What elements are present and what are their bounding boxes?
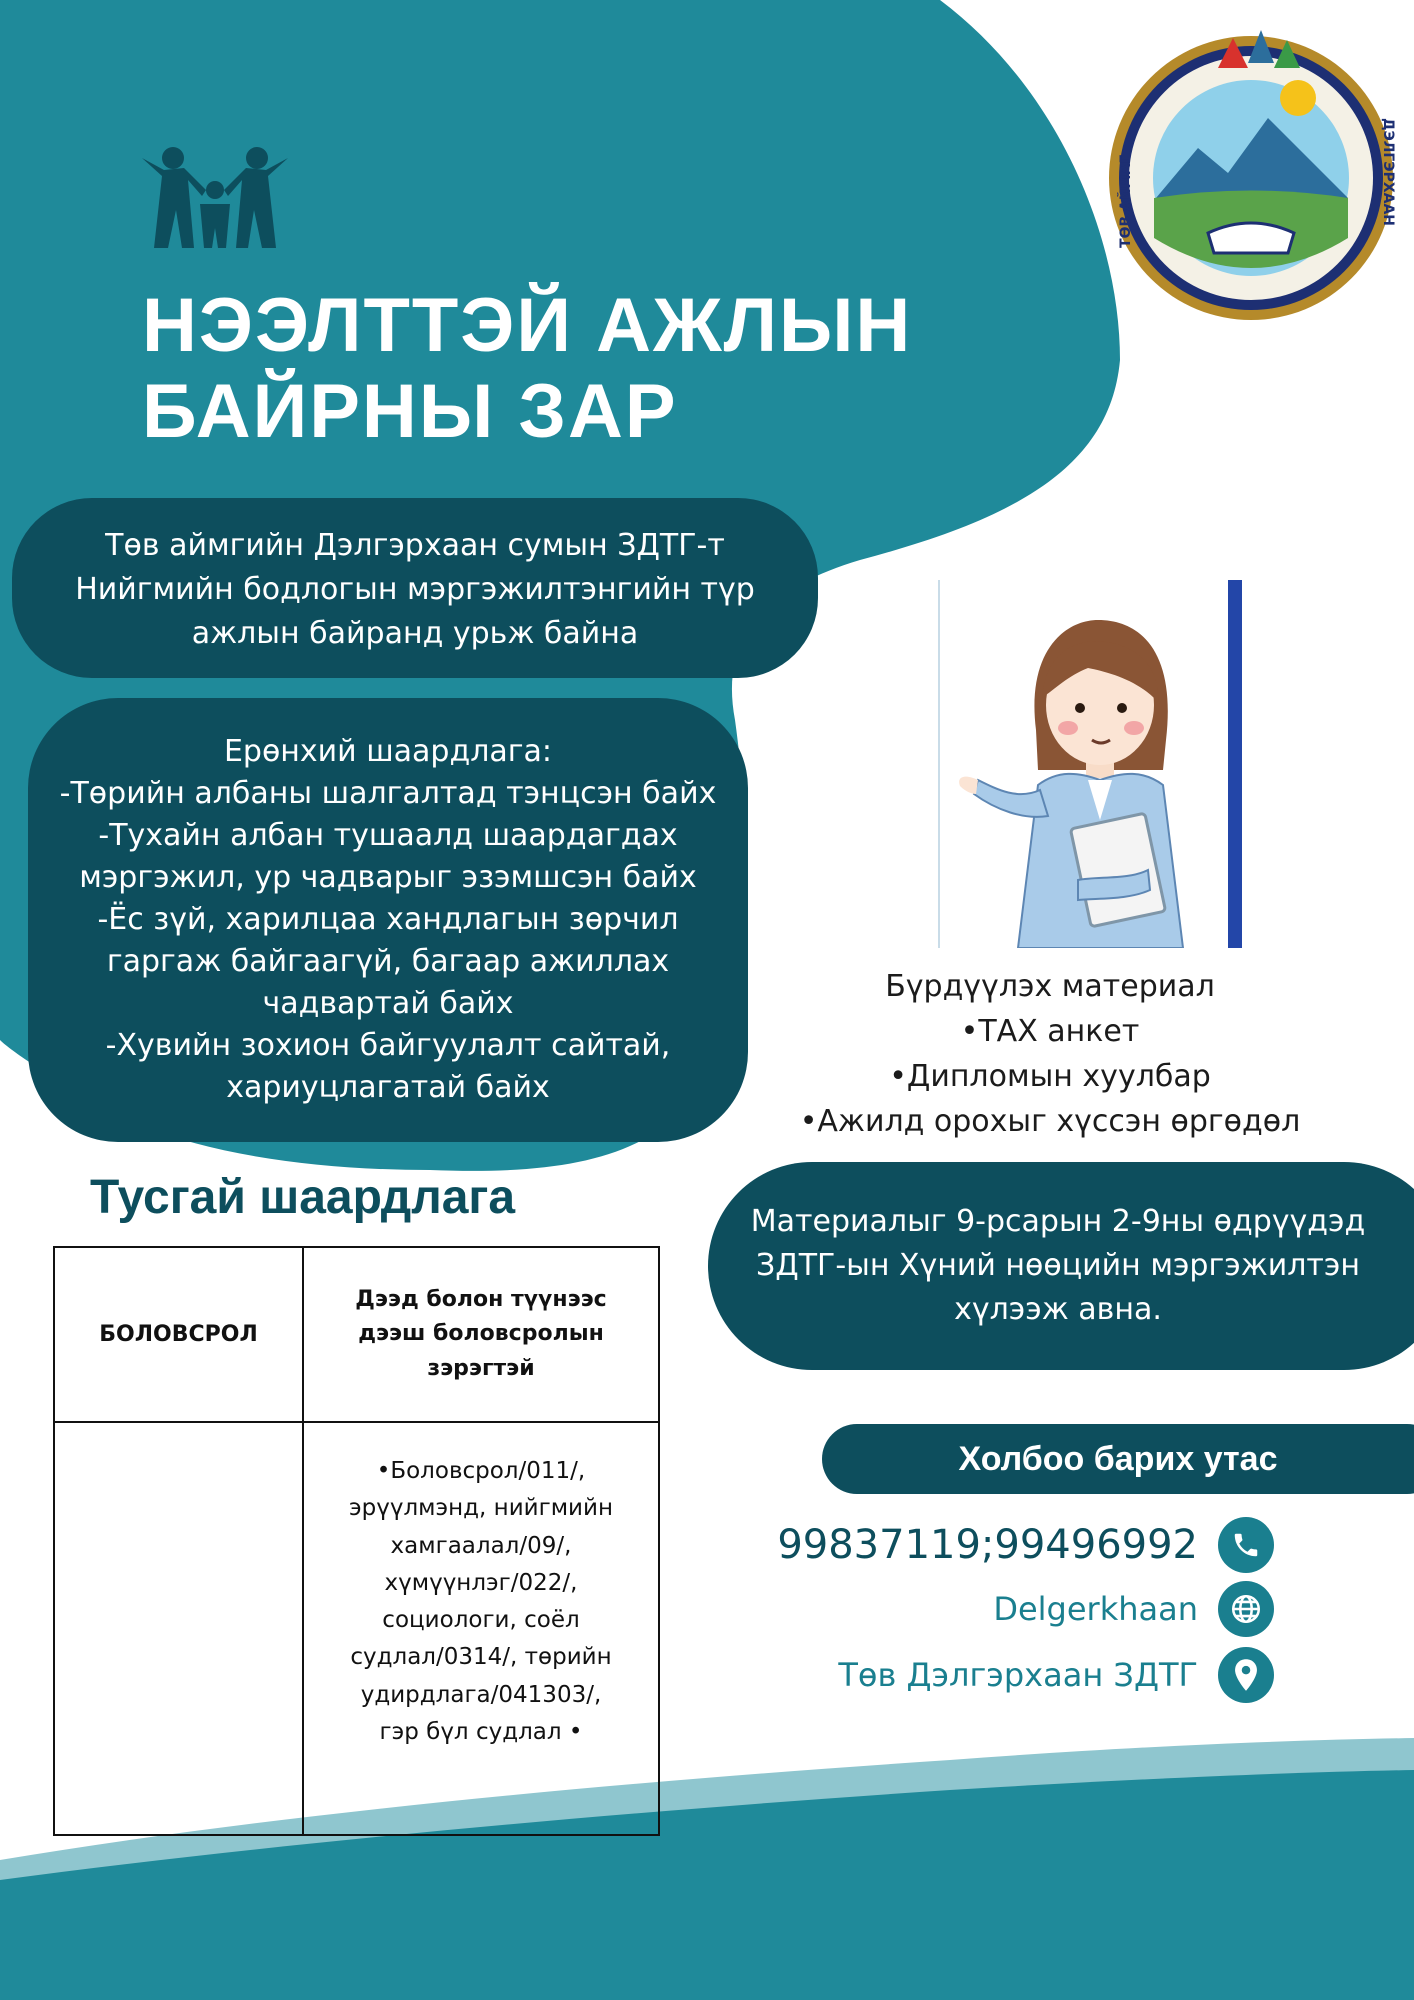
cell-line: хүмүүнлэг/022/, bbox=[384, 1569, 578, 1596]
invitation-box bbox=[12, 498, 818, 678]
cell-line: социологи, соёл bbox=[382, 1607, 580, 1633]
submission-line: Материалыг 9-рсарын 2-9ны өдрүүдэд bbox=[750, 1204, 1366, 1239]
cell-line: зэрэгтэй bbox=[427, 1355, 535, 1381]
family-icon bbox=[140, 140, 290, 250]
contact-heading-bar bbox=[822, 1424, 1414, 1494]
submission-box bbox=[708, 1162, 1414, 1370]
general-requirement-line: -Тухайн албан тушаалд шаардагдах bbox=[98, 818, 678, 853]
emblem-text-left: ТӨВ АЙМАГ bbox=[1118, 154, 1134, 248]
contact-phone[interactable]: 99837119;99496992 bbox=[777, 1522, 1198, 1568]
general-requirement-line: -Ёс зүй, харилцаа хандлагын зөрчил bbox=[97, 902, 679, 937]
materials-item: •ТАХ анкет bbox=[960, 1014, 1140, 1049]
table-cell-value bbox=[303, 1422, 659, 1835]
table-row bbox=[54, 1422, 659, 1835]
location-pin-icon bbox=[1218, 1647, 1274, 1703]
general-requirement-line: -Хувийн зохион байгуулалт сайтай, bbox=[105, 1028, 671, 1063]
table-cell-label: БОЛОВСРОЛ bbox=[54, 1247, 303, 1422]
emblem-text-right: ДЭЛГЭРХААН bbox=[1380, 118, 1396, 227]
contact-location-row bbox=[740, 1640, 1274, 1710]
table-row bbox=[54, 1247, 659, 1422]
cell-line: •Боловсрол/011/, bbox=[376, 1458, 586, 1484]
materials-item: •Дипломын хуулбар bbox=[889, 1059, 1211, 1094]
general-requirement-line: мэргэжил, ур чадварыг эзэмшсэн байх bbox=[79, 860, 697, 895]
contact-phone-row bbox=[740, 1510, 1274, 1580]
page-title-line-2: БАЙРНЫ ЗАР bbox=[142, 369, 678, 454]
cell-line: Дээд болон түүнээс bbox=[355, 1287, 607, 1313]
cell-line: хамгаалал/09/, bbox=[390, 1532, 572, 1559]
general-requirement-line: чадвартай байх bbox=[262, 986, 514, 1021]
table-cell-label bbox=[54, 1422, 303, 1835]
special-requirements-table bbox=[53, 1246, 660, 1836]
general-requirements-heading: Ерөнхий шаардлага: bbox=[223, 734, 553, 769]
invitation-line: Нийгмийн бодлогын мэргэжилтэнгийн түр bbox=[75, 572, 755, 607]
page-title-line-1: НЭЭЛТТЭЙ АЖЛЫН bbox=[142, 283, 913, 368]
general-requirement-line: -Төрийн албаны шалгалтад тэнцсэн байх bbox=[59, 776, 717, 811]
materials-item: •Ажилд орохыг хүссэн өргөдөл bbox=[799, 1104, 1301, 1139]
contact-web[interactable]: Delgerkhaan bbox=[993, 1590, 1198, 1628]
contact-location[interactable]: Төв Дэлгэрхаан ЗДТГ bbox=[838, 1656, 1198, 1694]
contact-heading: Холбоо барих утас bbox=[958, 1439, 1278, 1478]
general-requirement-line: гаргаж байгаагүй, багаар ажиллах bbox=[106, 944, 670, 979]
general-requirement-line: хариуцлагатай байх bbox=[226, 1070, 550, 1105]
contact-web-row bbox=[740, 1574, 1274, 1644]
invitation-line: ажлын байранд урьж байна bbox=[191, 616, 639, 651]
cell-line: судлал/0314/, төрийн bbox=[350, 1644, 612, 1671]
globe-icon bbox=[1218, 1581, 1274, 1637]
province-emblem bbox=[1098, 8, 1404, 328]
cell-line: эрүүлмэнд, нийгмийн bbox=[349, 1495, 613, 1522]
general-requirements-box bbox=[28, 698, 748, 1142]
materials-heading: Бүрдүүлэх материал bbox=[885, 969, 1215, 1004]
invitation-line: Төв аймгийн Дэлгэрхаан сумын ЗДТГ-т bbox=[105, 528, 725, 563]
materials-list bbox=[760, 964, 1340, 1144]
phone-icon bbox=[1218, 1517, 1274, 1573]
woman-presenting-illustration bbox=[938, 580, 1250, 948]
table-cell-value bbox=[303, 1247, 659, 1422]
cell-line: гэр бүл судлал • bbox=[379, 1718, 583, 1745]
special-requirements-heading: Тусгай шаардлага bbox=[90, 1171, 516, 1224]
submission-line: ЗДТГ-ын Хүний нөөцийн мэргэжилтэн bbox=[756, 1248, 1360, 1283]
cell-line: дээш боловсролын bbox=[358, 1321, 604, 1347]
cell-line: удирдлага/041303/, bbox=[360, 1681, 602, 1708]
submission-line: хүлээж авна. bbox=[954, 1292, 1162, 1327]
